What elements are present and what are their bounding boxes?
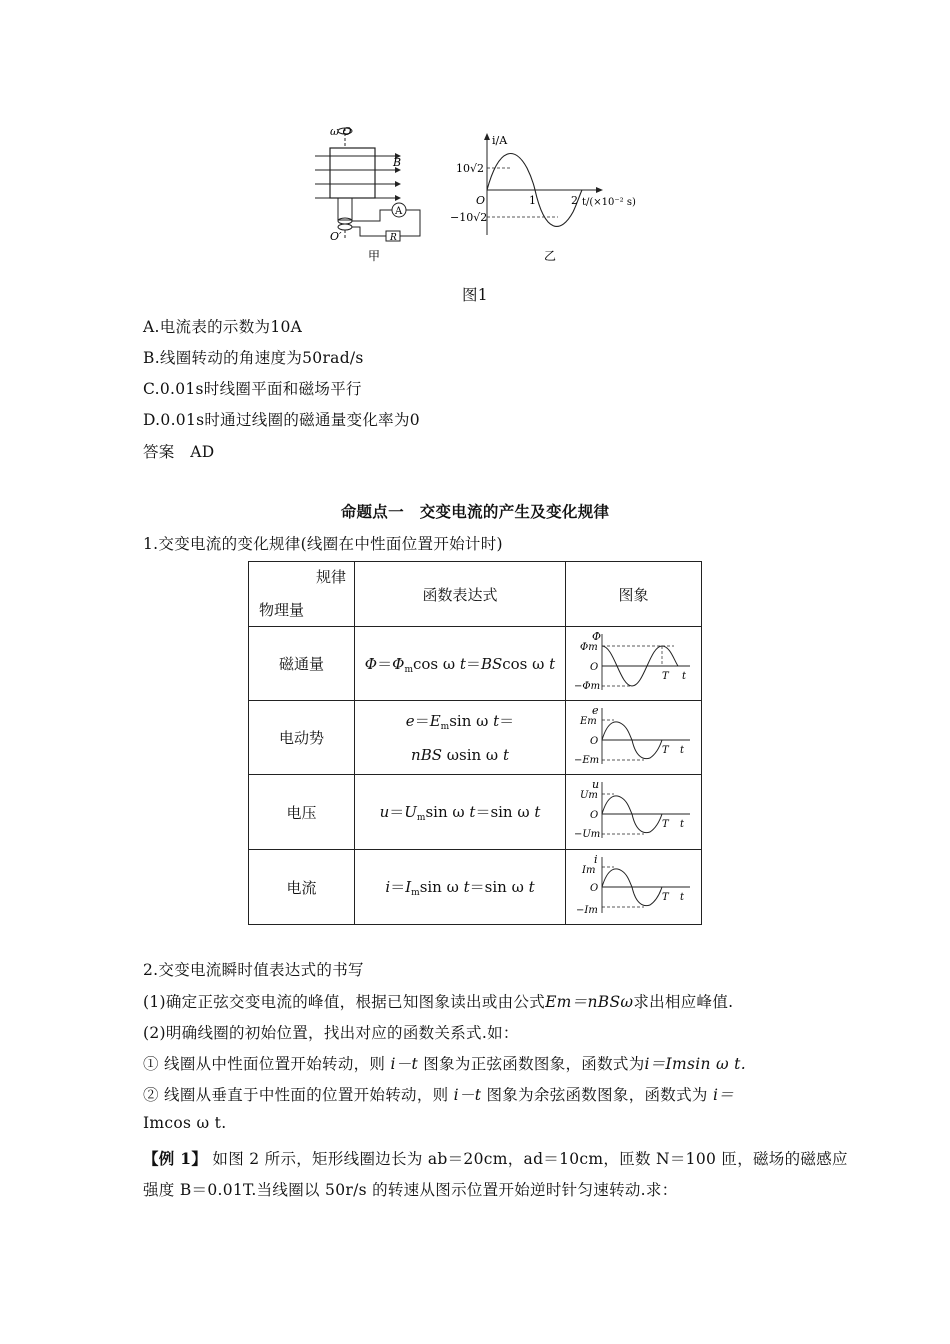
- emf-graph-max: Em: [579, 715, 597, 727]
- current-graph-y: i: [593, 853, 598, 866]
- item2-p3-head: ① 线圈从中性面位置开始转动，则: [143, 1055, 386, 1073]
- option-d: D.0.01s时通过线圈的磁通量变化率为0: [143, 411, 420, 429]
- row-name-current: 电流: [249, 850, 355, 925]
- example-text1: 如图 2 所示，矩形线圈边长为 ab＝20cm，ad＝10cm，匝数 N＝100 匝，磁场的磁感应: [212, 1150, 848, 1168]
- item2-title: 2.交变电流瞬时值表达式的书写: [143, 961, 364, 979]
- row-graph-voltage: [566, 775, 702, 850]
- table-row: [249, 775, 702, 850]
- emf-graph-min: −Em: [573, 754, 599, 766]
- item2-p3: [143, 1052, 746, 1074]
- graph-y-min: −10√2: [450, 211, 488, 224]
- table-row: [249, 627, 702, 701]
- emf-graph-origin: O: [589, 735, 598, 747]
- header-law: 规律: [315, 568, 346, 586]
- flux-graph: [574, 630, 694, 694]
- answer-value: AD: [190, 443, 215, 461]
- item2-p1: [143, 990, 733, 1012]
- item2-p4-formula-b: Imcos ω t.: [143, 1114, 227, 1132]
- row-name-emf: 电动势: [249, 701, 355, 775]
- emf-graph-taxis: t: [679, 744, 684, 756]
- item2-p1-formula: Em＝nBSω: [545, 993, 634, 1011]
- caption-jia: 甲: [368, 249, 381, 263]
- graph-y-max: 10√2: [456, 162, 485, 175]
- answer: [143, 440, 215, 462]
- header-quantity: 物理量: [259, 601, 305, 619]
- current-graph-max: Im: [581, 865, 595, 876]
- law-table: [248, 561, 702, 925]
- item1-title: 1.交变电流的变化规律(线圈在中性面位置开始计时): [143, 535, 503, 553]
- row-formula-emf: $e=E_m\sin$ ω t＝ nBS ωsin ω t: [355, 701, 566, 775]
- voltage-graph: [574, 778, 694, 842]
- row-graph-emf: [566, 701, 702, 775]
- row-name-flux: 磁通量: [249, 627, 355, 701]
- current-graph: [574, 853, 694, 917]
- item2-p1-tail: 求出相应峰值.: [633, 993, 734, 1011]
- option-c: C.0.01s时线圈平面和磁场平行: [143, 380, 362, 398]
- item2-p4: [143, 1083, 734, 1105]
- figure1-caption: 图1: [462, 286, 488, 304]
- option-a: A.电流表的示数为10A: [143, 318, 303, 336]
- item2-p3-formula: i＝Imsin ω t.: [644, 1055, 746, 1073]
- item2-p3-tail: 图象为正弦函数图象，函数式为: [423, 1055, 645, 1073]
- voltage-graph-max: Um: [579, 790, 598, 801]
- flux-graph-origin: O: [589, 661, 598, 673]
- table-header-diagonal: [249, 562, 355, 627]
- row-formula-current: $i=I_m\sin$ ω t＝sin ω t: [355, 850, 566, 925]
- caption-yi: 乙: [544, 249, 557, 263]
- omega-label: ω O: [330, 125, 352, 138]
- current-graph-origin: O: [589, 883, 598, 894]
- emf-graph-y: e: [591, 703, 599, 717]
- row-formula-flux: $\Phi=\Phi_m\cos$ ω t＝BScos ω t: [355, 627, 566, 701]
- graph-x-axis-label: t/(×10⁻² s): [582, 197, 636, 208]
- graph-x-tick-2: 2: [571, 194, 578, 207]
- current-graph-min: −Im: [575, 905, 598, 916]
- option-b: B.线圈转动的角速度为50rad/s: [143, 349, 364, 367]
- example-line2: 强度 B＝0.01T.当线圈以 50r/s 的转速从图示位置开始逆时针匀速转动.求：: [143, 1181, 678, 1199]
- item2-p4-mid: i－t: [453, 1086, 482, 1104]
- emf-graph-t: T: [661, 744, 669, 756]
- row-graph-flux: [566, 627, 702, 701]
- row-formula-voltage: $u=U_m\sin$ ω t＝sin ω t: [355, 775, 566, 850]
- item2-p4-tail: 图象为余弦函数图象，函数式为: [486, 1086, 708, 1104]
- flux-graph-taxis: t: [681, 670, 686, 682]
- flux-graph-y: Φ: [591, 629, 601, 643]
- item2-p1-text: (1)确定正弦交变电流的峰值，根据已知图象读出或由公式: [143, 993, 546, 1011]
- emf-graph: [574, 704, 694, 768]
- table-row: [249, 701, 702, 775]
- example-line1: [143, 1147, 848, 1169]
- item2-p4-formula-a: i＝: [712, 1086, 734, 1104]
- voltage-graph-min: −Um: [573, 829, 600, 840]
- example-tag: 【例 1】: [143, 1149, 208, 1168]
- graph-origin: O: [476, 194, 486, 207]
- header-formula: 函数表达式: [355, 562, 566, 627]
- voltage-graph-t: T: [661, 819, 669, 830]
- flux-graph-max: Φm: [579, 641, 598, 653]
- graph-y-axis-label: i/A: [492, 134, 508, 147]
- header-graph: 图象: [566, 562, 702, 627]
- answer-label: 答案: [143, 443, 175, 461]
- o-prime-label: O′: [330, 230, 342, 243]
- ammeter-label: A: [395, 206, 403, 217]
- item2-p4-head: ② 线圈从垂直于中性面的位置开始转动，则: [143, 1086, 449, 1104]
- figure1-left-diagram: [300, 118, 440, 268]
- item2-p2: (2)明确线圈的初始位置，找出对应的函数关系式.如：: [143, 1024, 519, 1042]
- voltage-graph-taxis: t: [679, 819, 684, 830]
- current-graph-taxis: t: [679, 892, 684, 903]
- resistor-label: R: [390, 233, 397, 243]
- graph-x-tick-1: 1: [529, 194, 536, 207]
- current-graph-t: T: [661, 892, 669, 903]
- section-title: 命题点一 交变电流的产生及变化规律: [340, 502, 610, 521]
- voltage-graph-y: u: [591, 778, 599, 791]
- voltage-graph-origin: O: [589, 810, 598, 821]
- flux-graph-t: T: [661, 670, 669, 682]
- figure1-right-graph: [450, 130, 650, 270]
- row-name-voltage: 电压: [249, 775, 355, 850]
- flux-graph-min: −Φm: [573, 680, 600, 692]
- table-row: [249, 850, 702, 925]
- row-graph-current: [566, 850, 702, 925]
- item2-p3-mid: i－t: [390, 1055, 419, 1073]
- b-label: B: [393, 156, 402, 169]
